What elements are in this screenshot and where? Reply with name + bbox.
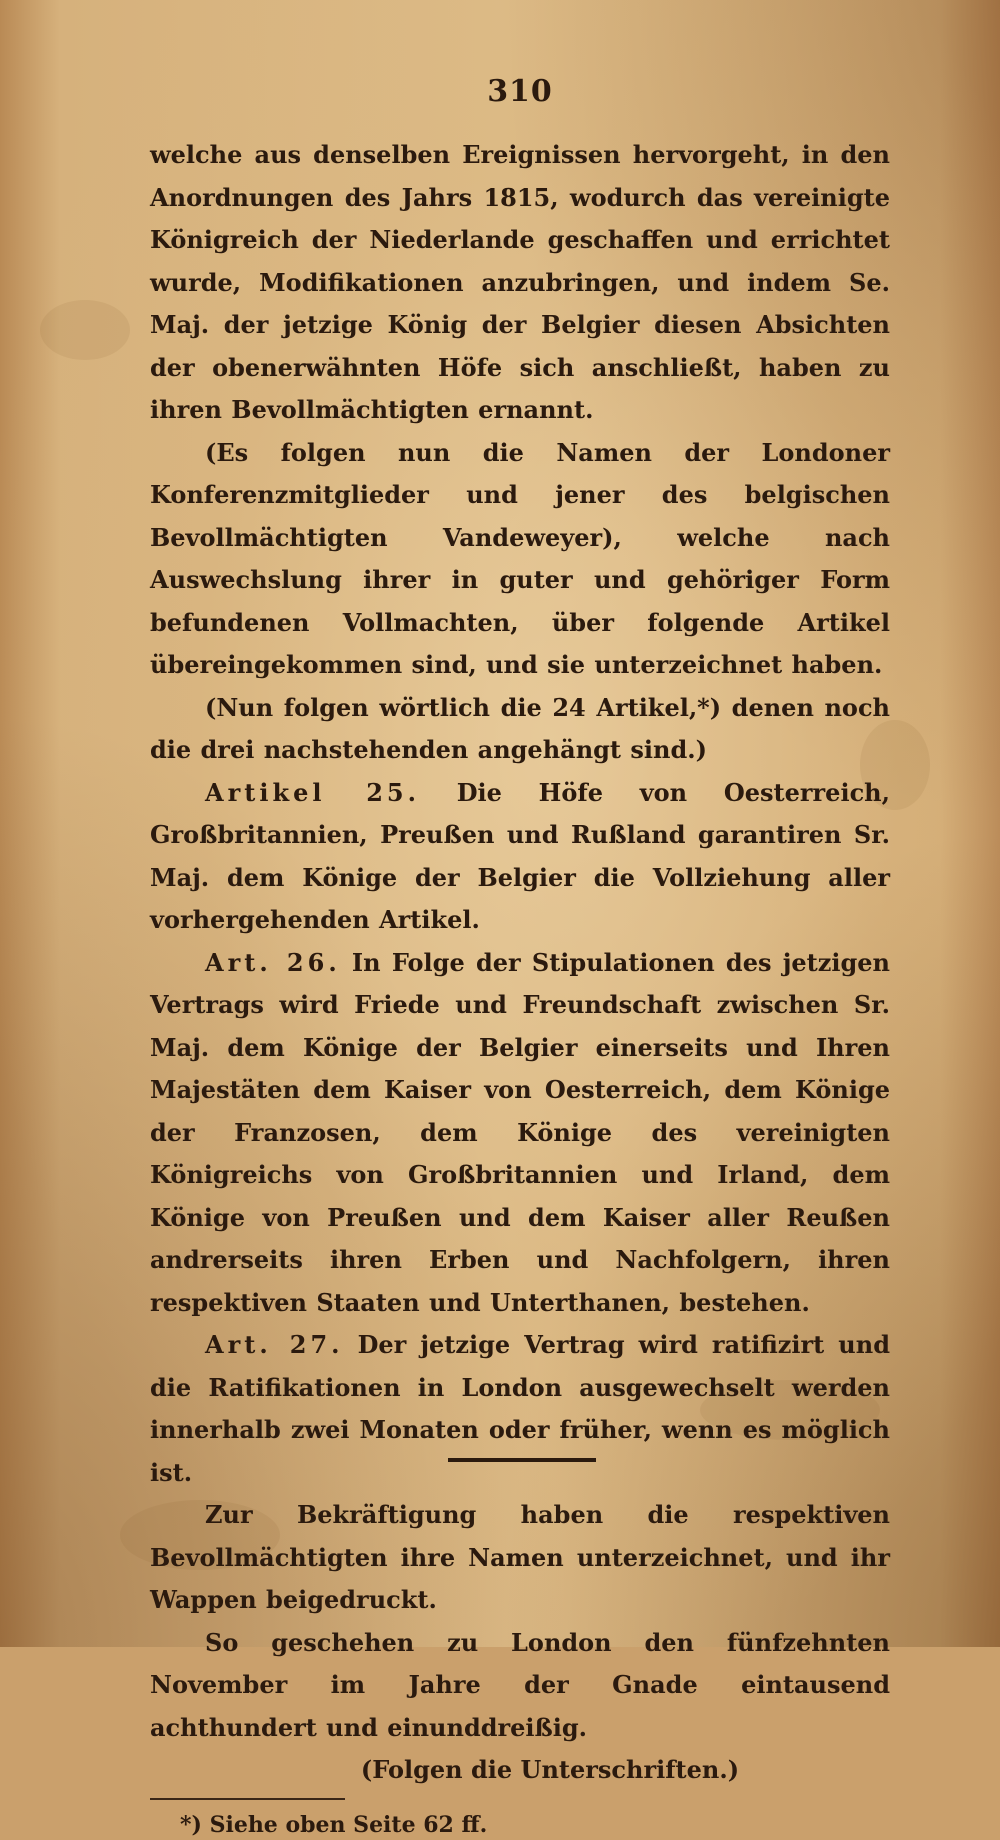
article-label: Artikel 25. (205, 777, 420, 807)
paragraph: welche aus denselben Ereignissen hervorgeht, in den Anordnungen des Jahrs 1815, wodurch das vereinigte Königreich der Niederlande geschaffen und errichtet wurde, Modifikationen anzubringen, und indem Se. Maj. der jetzige König der Belgier diesen Absichten der obenerwähnten Höfe sich anschließt, haben zu ihren Bevollmächtigten ernannt. (150, 140, 890, 424)
closing-paragraph: Zur Bekräftigung haben die respektiven Bevollmächtigten ihre Namen unterzeichnet, und ihr Wappen beigedruckt. (150, 1500, 890, 1614)
article-27 (150, 1324, 890, 1494)
footnote: *) Siehe oben Seite 62 ff. (180, 1811, 488, 1838)
article-26 (150, 942, 890, 1325)
end-rule (448, 1458, 596, 1462)
article-text: Die Höfe von Oesterreich, Großbritannien, Preußen und Rußland garantiren Sr. Maj. dem Könige der Belgier die Vollziehung aller vorhergehenden Artikel. (150, 777, 890, 934)
signatures-note: (Folgen die Unterschriften.) (360, 1755, 740, 1784)
article-text: In Folge der Stipulationen des jetzigen Vertrags wird Friede und Freundschaft zwischen Sr. Maj. dem Könige der Belgier einerseits und Ihren Majestäten dem Kaiser von Oesterreich, dem Könige der Franzosen, dem Könige des vereinigten Königreichs von Großbritannien und Irland, dem Könige von Preußen und dem Kaiser aller Reußen andrerseits ihren Erben und Nachfolgern, ihren respektiven Staaten und Unterthanen, bestehen. (150, 947, 890, 1317)
article-label: Art. 27. (205, 1330, 344, 1359)
closing-paragraph: So geschehen zu London den fünfzehnten November im Jahre der Gnade eintausend achthundert und einunddreißig. (150, 1627, 890, 1742)
paragraph: (Nun folgen wörtlich die 24 Artikel,*) denen noch die drei nachstehenden angehängt sind.) (150, 692, 890, 764)
page-text (150, 72, 890, 1840)
article-text: Der jetzige Vertrag wird ratifizirt und die Ratifikationen in London ausgewechselt werden innerhalb zwei Monaten oder früher, wenn es möglich ist. (150, 1330, 890, 1487)
article-25 (150, 772, 890, 942)
page-number: 310 (487, 74, 553, 109)
paragraph: (Es folgen nun die Namen der Londoner Konferenzmitglieder und jener des belgischen Bevollmächtigten Vandeweyer), welche nach Auswechslung ihrer in guter und gehöriger Form befundenen Vollmachten, über folgende Artikel übereingekommen sind, und sie unterzeichnet haben. (150, 437, 890, 679)
footnote-rule (150, 1798, 345, 1800)
article-label: Art. 26. (205, 947, 341, 977)
paper-stain (40, 300, 130, 360)
